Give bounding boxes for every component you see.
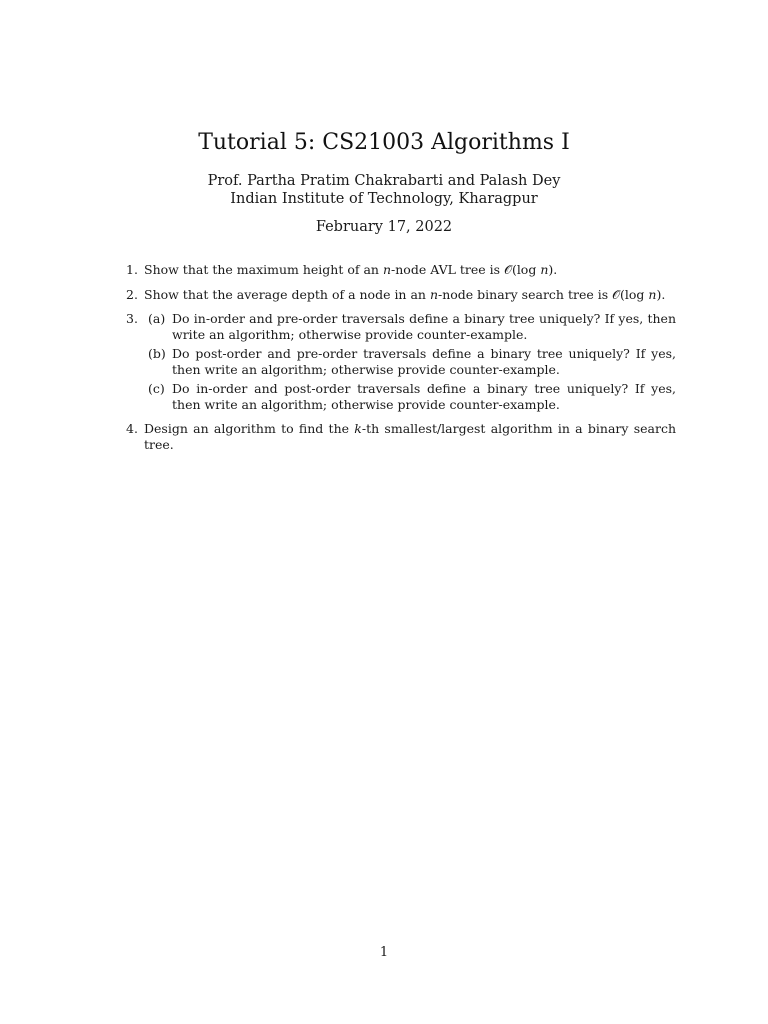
problem-text: . (553, 262, 558, 277)
big-o-close: ) (548, 262, 554, 277)
problem-text: Show that the average depth of a node in an (144, 286, 430, 302)
subproblem-list (144, 311, 676, 412)
document-date: February 17, 2022 (315, 219, 453, 235)
subproblem-text: Do post-order and pre-order traversals define a binary tree uniquely? If yes, then write an algorithm; otherwise provide counter-example. (172, 346, 676, 377)
subproblem-label: (a) (148, 311, 166, 326)
subproblem-text: Do in-order and post-order traversals define a binary tree uniquely? If yes, then write an algorithm; otherwise provide counter-example. (172, 381, 676, 412)
problem-4 (120, 421, 676, 452)
problem-number: 1. (126, 262, 138, 277)
problem-text: Design an algorithm to find the (144, 421, 355, 436)
problem-number: 4. (126, 421, 138, 436)
math-variable: n (648, 286, 657, 302)
authors-line: Prof. Partha Pratim Chakrabarti and Palash Dey (207, 173, 561, 189)
math-variable: n (540, 262, 549, 277)
problem-text: Show that the maximum height of an (144, 262, 383, 277)
problem-number: 3. (126, 311, 138, 326)
problem-list (120, 262, 676, 461)
subproblem-text: Do in-order and pre-order traversals define a binary tree uniquely? If yes, then write an algorithm; otherwise provide counter-example. (172, 311, 676, 342)
subproblem-label: (b) (148, 346, 166, 361)
problem-text: -th smallest/largest algorithm in a binary search tree. (144, 421, 676, 452)
math-variable: n (382, 262, 392, 277)
big-o-notation: 𝒪(log (612, 286, 649, 302)
subproblem-b (144, 346, 676, 377)
math-variable: k (354, 421, 362, 436)
page-number: 1 (379, 945, 389, 960)
problem-text: -node binary search tree is (438, 286, 613, 302)
problem-3 (120, 311, 676, 412)
big-o-notation: 𝒪(log (504, 262, 541, 277)
big-o-close: ) (656, 286, 662, 302)
subproblem-c (144, 381, 676, 412)
problem-text: -node AVL tree is (391, 262, 505, 277)
math-variable: n (429, 286, 438, 302)
institute-line: Indian Institute of Technology, Kharagpur (230, 191, 538, 207)
problem-2 (120, 287, 676, 303)
problem-1 (120, 262, 676, 278)
problem-text: . (661, 286, 666, 302)
subproblem-label: (c) (148, 381, 165, 396)
problem-number: 2. (126, 286, 138, 302)
subproblem-a (144, 311, 676, 342)
author-block (0, 172, 768, 208)
document-title: Tutorial 5: CS21003 Algorithms I (198, 130, 570, 155)
